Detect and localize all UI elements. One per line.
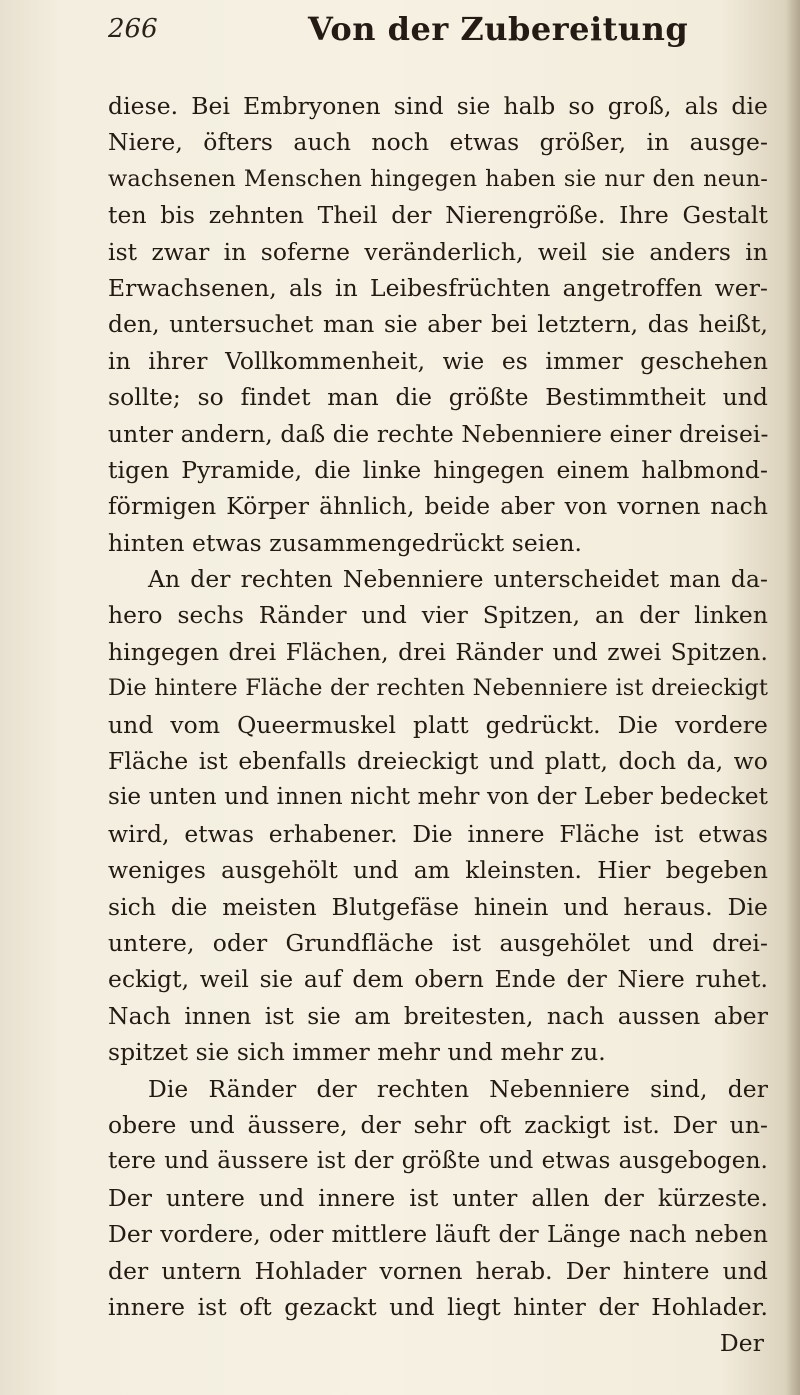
running-title: Von der Zubereitung — [308, 10, 689, 48]
text-line: tigen Pyramide, die linke hingegen einem halbmond- — [108, 455, 768, 484]
text-line: den, untersuchet man sie aber bei letztern, das heißt, — [108, 310, 768, 339]
text-line: sollte; so findet man die größte Bestimmtheit und — [108, 383, 768, 412]
text-line: Der untere und innere ist unter allen der kürzeste. — [108, 1183, 768, 1212]
text-line: obere und äussere, der sehr oft zackigt ist. Der un- — [108, 1110, 768, 1139]
text-line: untere, oder Grundfläche ist ausgehölet und drei- — [108, 928, 768, 957]
text-line: ist zwar in soferne veränderlich, weil sie anders in — [108, 237, 768, 266]
text-line: An der rechten Nebenniere unterscheidet man da- — [148, 565, 768, 594]
page-edge-shadow — [786, 0, 800, 1395]
text-line: wird, etwas erhabener. Die innere Fläche ist etwas — [108, 819, 768, 848]
text-line: und vom Queermuskel platt gedrückt. Die vordere — [108, 710, 768, 739]
text-line: tere und äussere ist der größte und etwas ausgebogen. — [108, 1148, 768, 1175]
catchword: Der — [719, 1329, 764, 1358]
text-line: spitzet sie sich immer mehr und mehr zu. — [108, 1038, 606, 1067]
text-line: sich die meisten Blutgefäse hinein und heraus. Die — [108, 892, 768, 921]
text-line: sie unten und innen nicht mehr von der Leber bedecket — [108, 784, 768, 811]
text-line: eckigt, weil sie auf dem obern Ende der Niere ruhet. — [108, 965, 768, 994]
text-line: hinten etwas zusammengedrückt seien. — [108, 528, 583, 557]
text-line: förmigen Körper ähnlich, beide aber von vornen nach — [108, 492, 768, 521]
text-line: hero sechs Ränder und vier Spitzen, an der linken — [108, 601, 768, 630]
text-line: unter andern, daß die rechte Nebenniere einer dreisei- — [108, 419, 769, 448]
text-line: hingegen drei Flächen, drei Ränder und zwei Spitzen. — [108, 637, 768, 666]
text-line: Fläche ist ebenfalls dreieckigt und platt, doch da, wo — [108, 747, 768, 776]
text-line: ten bis zehnten Theil der Nierengröße. Ihre Gestalt — [108, 201, 768, 230]
text-line: Der vordere, oder mittlere läuft der Länge nach neben — [108, 1220, 768, 1249]
text-line: Niere, öfters auch noch etwas größer, in ausge- — [108, 128, 768, 157]
page-number: 266 — [108, 14, 158, 44]
text-line: Die Ränder der rechten Nebenniere sind, der — [148, 1074, 768, 1103]
text-line: innere ist oft gezackt und liegt hinter der Hohlader. — [108, 1292, 768, 1321]
text-line: Die hintere Fläche der rechten Nebenniere ist dreieckigt — [108, 675, 768, 702]
body-text — [108, 88, 768, 1362]
text-line: in ihrer Vollkommenheit, wie es immer geschehen — [108, 346, 768, 375]
text-line: Erwachsenen, als in Leibesfrüchten angetroffen wer- — [108, 273, 768, 302]
text-line: wachsenen Menschen hingegen haben sie nur den neun- — [108, 165, 768, 192]
text-line: weniges ausgehölt und am kleinsten. Hier begeben — [108, 856, 768, 885]
text-line: der untern Hohlader vornen herab. Der hintere und — [108, 1256, 768, 1285]
text-line: Nach innen ist sie am breitesten, nach aussen aber — [108, 1001, 768, 1030]
running-head — [108, 10, 748, 54]
text-line: diese. Bei Embryonen sind sie halb so groß, als die — [108, 92, 768, 120]
